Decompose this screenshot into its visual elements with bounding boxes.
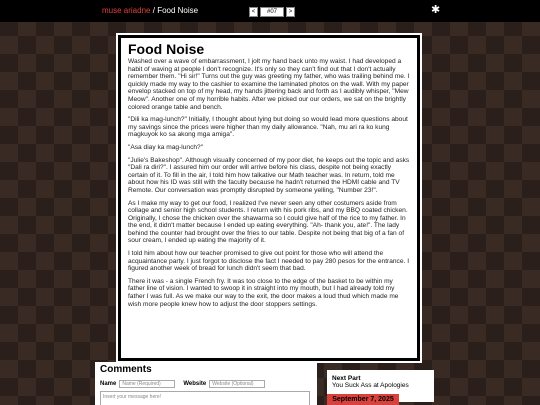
- story-paragraph: There it was - a single French fry. It was too close to the edge of the basket to be within my father line of vision. I wanted to swoop it in straight into my mouth, but I had already told my father I was full. As we make our way to the exit, the door makes a loud thud which made me wish more people knew how to adjust the door stoppers settings.: [128, 277, 399, 308]
- next-chapter-button[interactable]: >: [286, 7, 295, 17]
- name-input[interactable]: Name (Required): [119, 380, 175, 388]
- page-title: Food Noise: [157, 6, 199, 15]
- comments-heading: Comments: [100, 364, 152, 375]
- message-textarea[interactable]: Insert your message here!: [100, 391, 310, 405]
- star-icon[interactable]: ✱: [431, 4, 441, 16]
- website-input[interactable]: Website (Optional): [209, 380, 265, 388]
- story-title: Food Noise: [128, 41, 205, 57]
- top-bar: [0, 0, 540, 22]
- story-paragraph: Washed over a wave of embarrassment, I jolt my hand back unto my waist. I had developed a habit of waving at people I don't recognize. It's only so they can't find out that I don't actually remember them. "Hi sir!" Turns out the guy was greeting my father, who was trailing behind me. I quickly made my way to the cashier to examine the laminated photos on the wall. With my paper envelop stacked on top of my head, my hands jittering back and forth as I audibly whisper, "Mew Meow". Another one of my horrible habits. After we picked our our orders, we sat on the brightly colored orange table and bench.: [128, 58, 410, 111]
- story-paragraph: "Asa diay ka mag-lunch?": [128, 143, 204, 151]
- prev-chapter-button[interactable]: <: [249, 7, 258, 17]
- story-paragraph: As I make my way to get our food, I realized I've never seen any other costumers aside from collage and senior high school students. I return with his pork ribs, and my BBQ coated chicken. Originally, I chose the chicken over the shawarma so I could give half of the rice to my father. In the end, it didn't matter because I ended up eating everything. "Ah- thank you, ate!". The lady behind the counter had brought over the fries to our table. Despite not being that big of a fan of sour cream, I ended up eating the majority of it.: [128, 199, 408, 245]
- website-label: Website: [183, 380, 207, 387]
- date-badge: September 7, 2025: [327, 394, 399, 405]
- breadcrumb-separator: /: [152, 6, 155, 15]
- next-part-link[interactable]: You Suck Ass at Apologies: [332, 382, 409, 389]
- site-name-link[interactable]: muse ariadne: [102, 6, 151, 15]
- next-part-heading: Next Part: [332, 375, 361, 382]
- story-paragraph: "Dili ka mag-lunch?" Initially, I thought about lying but doing so would lead more questions about my savings since the prices were higher than my daily allowance. "Nah, mu ari ra ko kung magkuyok ko sa akong mga amiga".: [128, 116, 408, 139]
- comments-section: [95, 362, 317, 405]
- chapter-select[interactable]: #07: [260, 7, 284, 17]
- chapter-nav: [249, 6, 295, 17]
- name-label: Name: [100, 380, 117, 387]
- breadcrumb: [102, 6, 198, 15]
- comment-fields-row: [100, 378, 317, 389]
- story-paragraph: "Julie's Bakeshop". Although visually concerned of my poor diet, he keeps out the topic and asks "Dali ra diri?". I assured him our order will arrive before his class, despite not being exactly certain of it. To fill in the air, I told him how talkative our Math teacher was. In return, told me about how his ID was still with the faculty because he hadn't returned the HDMI cable and TV Remote. Our conversation was promptly disrupted by someone yelling, "Number 23!".: [128, 156, 410, 194]
- story-card: [118, 35, 420, 361]
- story-paragraph: I told him about how our teacher promised to give out point for those who will attend the acquaintance party. I just forgot to disclose the fact I needed to pay 280 pesos for the entrance. I figured another week of bread for lunch didn't seem that bad.: [128, 250, 410, 273]
